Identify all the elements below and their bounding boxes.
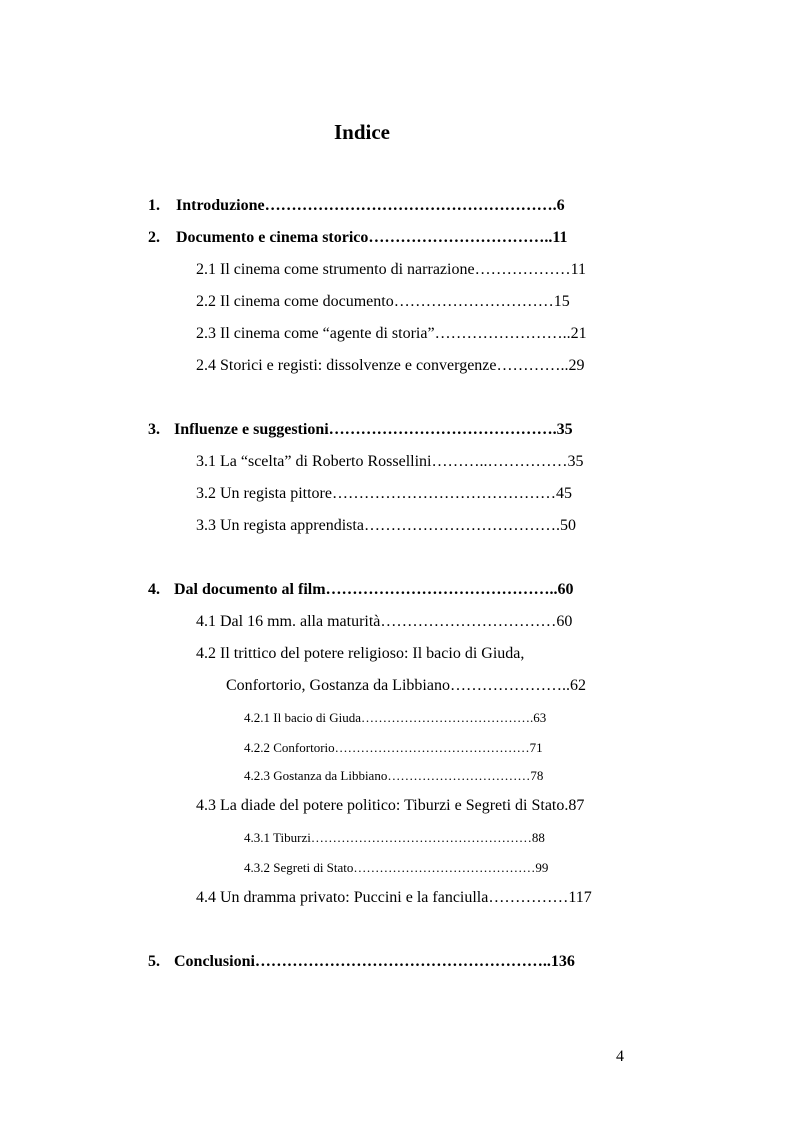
toc-chapter-1: [148, 196, 565, 216]
toc-subsection-4-3-1: 4.3.1 Tiburzi……………………………………………88: [244, 830, 545, 845]
page-title: Indice: [333, 120, 390, 144]
toc-section-2-3: 2.3 Il cinema come “agente di storia”……………………..21: [196, 325, 587, 342]
toc-section-2-4: 2.4 Storici e registi: dissolvenze e convergenze…………..29: [196, 357, 585, 374]
chapter-title: Documento e cinema storico……………………………..11: [176, 229, 568, 246]
toc-chapter-2: [148, 228, 568, 248]
toc-section-4-4: 4.4 Un dramma privato: Puccini e la fanciulla……………117: [196, 889, 592, 906]
toc-section-4-3: 4.3 La diade del potere politico: Tiburzi e Segreti di Stato.87: [196, 797, 585, 814]
chapter-number: 5.: [148, 953, 160, 970]
chapter-title: Influenze e suggestioni…………………………………….35: [174, 421, 573, 438]
toc-section-2-2: 2.2 Il cinema come documento…………………………15: [196, 293, 570, 310]
toc-chapter-4: [148, 580, 574, 600]
chapter-number: 3.: [148, 421, 160, 438]
toc-subsection-4-3-2: 4.3.2 Segreti di Stato……………………………………99: [244, 860, 549, 875]
toc-section-4-2-title: 4.2 Il trittico del potere religioso: Il bacio di Giuda,: [196, 645, 525, 662]
chapter-title: Conclusioni………………………………………………..136: [174, 953, 575, 970]
chapter-number: 4.: [148, 581, 160, 598]
chapter-title: Introduzione……………………………………………….6: [176, 197, 565, 214]
toc-subsection-4-2-2: 4.2.2 Confortorio………………………………………71: [244, 740, 543, 755]
toc-subsection-4-2-3: 4.2.3 Gostanza da Libbiano……………………………78: [244, 768, 544, 783]
toc-chapter-3: [148, 420, 573, 440]
chapter-number: 2.: [148, 229, 160, 246]
chapter-title: Dal documento al film……………………………………..60: [174, 581, 574, 598]
toc-chapter-5: [148, 952, 575, 972]
toc-section-3-3: 3.3 Un regista apprendista……………………………….50: [196, 517, 576, 534]
toc-section-2-1: 2.1 Il cinema come strumento di narrazione………………11: [196, 261, 586, 278]
toc-section-4-1: 4.1 Dal 16 mm. alla maturità……………………………60: [196, 613, 573, 630]
toc-section-3-1: 3.1 La “scelta” di Roberto Rossellini………..……………35: [196, 453, 584, 470]
toc-section-4-2-title-cont: Confortorio, Gostanza da Libbiano…………………..62: [226, 677, 586, 694]
page-number: 4: [616, 1048, 624, 1065]
chapter-number: 1.: [148, 197, 160, 214]
toc-subsection-4-2-1: 4.2.1 Il bacio di Giuda………………………………….63: [244, 710, 547, 725]
toc-section-3-2: 3.2 Un regista pittore……………………………………45: [196, 485, 572, 502]
